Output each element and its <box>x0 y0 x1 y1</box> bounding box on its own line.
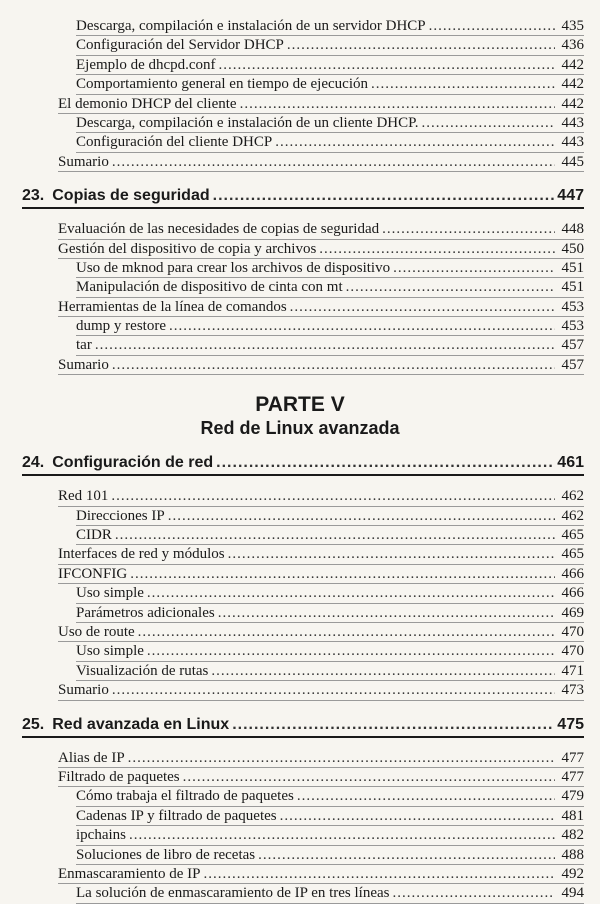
toc-section <box>58 95 584 114</box>
dot-leader <box>290 298 555 316</box>
toc-subsection <box>76 259 584 278</box>
toc-subsection <box>76 526 584 545</box>
page-number: 451 <box>561 279 584 296</box>
table-of-contents <box>0 17 600 904</box>
toc-subsection <box>76 807 584 826</box>
dot-leader <box>319 240 555 258</box>
page-number: 442 <box>561 95 584 112</box>
page-number: 443 <box>561 134 584 151</box>
toc-subsection <box>76 36 584 55</box>
toc-subsection <box>76 114 584 133</box>
entry-title: Sumario <box>58 153 109 170</box>
dot-leader <box>203 865 555 883</box>
chapter-number: 24. <box>22 454 45 472</box>
dot-leader <box>183 768 555 786</box>
dot-leader <box>346 278 555 296</box>
dot-leader <box>382 220 555 238</box>
chapter-number: 23. <box>22 187 45 205</box>
toc-section <box>58 768 584 787</box>
page-number: 475 <box>557 715 584 733</box>
toc-subsection <box>76 278 584 297</box>
toc-section <box>58 356 584 375</box>
toc-section <box>58 298 584 317</box>
toc-subsection <box>76 787 584 806</box>
page-number: 457 <box>561 337 584 354</box>
toc-subsection <box>76 507 584 526</box>
dot-leader <box>138 623 555 641</box>
entry-title: CIDR <box>76 527 112 544</box>
entry-title: Sumario <box>58 682 109 699</box>
page-number: 443 <box>561 114 584 131</box>
entry-title: Soluciones de libro de recetas <box>76 846 256 863</box>
entry-title: Gestión del dispositivo de copia y archivos <box>58 240 317 257</box>
entry-title: Descarga, compilación e instalación de un servidor DHCP <box>76 18 426 34</box>
dot-leader <box>232 714 554 736</box>
toc-section <box>58 865 584 884</box>
dot-leader <box>422 114 555 132</box>
dot-leader <box>169 317 555 335</box>
dot-leader <box>130 565 555 583</box>
entry-title: Uso de route <box>58 623 135 640</box>
entry-title: Visualización de rutas <box>76 662 209 679</box>
entry-title: Filtrado de paquetes <box>58 768 180 785</box>
page-number: 477 <box>561 749 584 766</box>
entry-title: Evaluación de las necesidades de copias de seguridad <box>58 221 380 238</box>
dot-leader <box>287 36 555 54</box>
toc-chapter <box>22 452 584 476</box>
page-number: 447 <box>557 187 584 205</box>
dot-leader <box>168 507 555 525</box>
chapter-number: 25. <box>22 715 45 733</box>
dot-leader <box>429 17 555 35</box>
page-number: 445 <box>561 153 584 170</box>
page-number: 470 <box>561 623 584 640</box>
page-number: 482 <box>561 827 584 844</box>
toc-subsection <box>76 884 584 903</box>
page-number: 442 <box>561 76 584 93</box>
dot-leader <box>371 75 555 93</box>
page-number: 465 <box>561 527 584 544</box>
toc-subsection <box>76 642 584 661</box>
dot-leader <box>240 95 555 113</box>
entry-title: Configuración de red <box>52 454 214 472</box>
dot-leader <box>147 642 555 660</box>
entry-title: El demonio DHCP del cliente <box>58 95 237 112</box>
page-number: 450 <box>561 240 584 257</box>
entry-title: Cadenas IP y filtrado de paquetes <box>76 807 277 824</box>
toc-subsection <box>76 604 584 623</box>
page-number: 492 <box>561 865 584 882</box>
page-number: 473 <box>561 682 584 699</box>
toc-section <box>58 749 584 768</box>
page-number: 479 <box>561 788 584 805</box>
page-number: 471 <box>561 662 584 679</box>
dot-leader <box>112 681 555 699</box>
dot-leader <box>211 662 555 680</box>
page-number: 448 <box>561 221 584 238</box>
entry-title: dump y restore <box>76 318 166 335</box>
page-number: 462 <box>561 507 584 524</box>
entry-title: Cómo trabaja el filtrado de paquetes <box>76 788 294 805</box>
dot-leader <box>258 846 555 864</box>
part-title: PARTE V <box>255 393 345 417</box>
dot-leader <box>219 56 555 74</box>
entry-title: Enmascaramiento de IP <box>58 865 201 882</box>
toc-section <box>58 623 584 642</box>
entry-title: Ejemplo de dhcpd.conf <box>76 56 216 73</box>
toc-subsection <box>76 17 584 36</box>
toc-subsection <box>76 826 584 845</box>
toc-chapter <box>22 185 584 209</box>
entry-title: Sumario <box>58 356 109 373</box>
dot-leader <box>115 526 555 544</box>
entry-title: Manipulación de dispositivo de cinta con mt <box>76 279 343 296</box>
entry-title: La solución de enmascaramiento de IP en tres líneas <box>76 885 390 902</box>
toc-subsection <box>76 846 584 865</box>
toc-subsection <box>76 133 584 152</box>
dot-leader <box>111 487 555 505</box>
page-number: 436 <box>561 37 584 54</box>
dot-leader <box>95 336 555 354</box>
entry-title: Parámetros adicionales <box>76 604 215 621</box>
dot-leader <box>112 153 555 171</box>
entry-title: Uso simple <box>76 643 144 660</box>
entry-title: Interfaces de red y módulos <box>58 546 225 563</box>
entry-title: tar <box>76 337 92 354</box>
page-number: 466 <box>561 585 584 602</box>
entry-title: Configuración del cliente DHCP <box>76 134 273 151</box>
dot-leader <box>275 133 555 151</box>
entry-title: Descarga, compilación e instalación de un cliente DHCP. <box>76 114 419 131</box>
page-number: 461 <box>557 454 584 472</box>
page-number: 451 <box>561 259 584 276</box>
dot-leader <box>393 259 555 277</box>
toc-section <box>58 220 584 239</box>
toc-subsection <box>76 662 584 681</box>
page-number: 481 <box>561 807 584 824</box>
dot-leader <box>213 185 555 207</box>
page-number: 442 <box>561 56 584 73</box>
dot-leader <box>393 884 556 902</box>
page-number: 466 <box>561 565 584 582</box>
page-number: 462 <box>561 488 584 505</box>
dot-leader <box>129 826 555 844</box>
page-number: 488 <box>561 846 584 863</box>
dot-leader <box>297 787 555 805</box>
page-number: 457 <box>561 356 584 373</box>
entry-title: Uso de mknod para crear los archivos de dispositivo <box>76 259 391 276</box>
toc-section <box>58 153 584 172</box>
part-heading <box>0 393 600 439</box>
page-number: 494 <box>561 885 584 902</box>
entry-title: Configuración del Servidor DHCP <box>76 37 284 54</box>
dot-leader <box>280 807 555 825</box>
dot-leader <box>228 545 555 563</box>
page-number: 465 <box>561 546 584 563</box>
toc-subsection <box>76 75 584 94</box>
entry-title: Alias de IP <box>58 749 125 766</box>
toc-chapter <box>22 714 584 738</box>
toc-section <box>58 240 584 259</box>
dot-leader <box>218 604 555 622</box>
entry-title: ipchains <box>76 827 126 844</box>
toc-subsection <box>76 56 584 75</box>
toc-subsection <box>76 317 584 336</box>
dot-leader <box>147 584 555 602</box>
part-subtitle: Red de Linux avanzada <box>200 418 400 439</box>
page-number: 477 <box>561 768 584 785</box>
dot-leader <box>112 356 555 374</box>
toc-section <box>58 545 584 564</box>
toc-subsection <box>76 584 584 603</box>
page-number: 453 <box>561 298 584 315</box>
entry-title: Herramientas de la línea de comandos <box>58 298 287 315</box>
toc-subsection <box>76 336 584 355</box>
entry-title: Direcciones IP <box>76 507 165 524</box>
toc-section <box>58 681 584 700</box>
page-number: 469 <box>561 604 584 621</box>
dot-leader <box>216 452 554 474</box>
page-number: 453 <box>561 318 584 335</box>
entry-title: Copias de seguridad <box>52 187 210 205</box>
entry-title: IFCONFIG <box>58 565 128 582</box>
toc-section <box>58 487 584 506</box>
dot-leader <box>128 749 555 767</box>
page-number: 435 <box>561 18 584 34</box>
toc-section <box>58 565 584 584</box>
entry-title: Red avanzada en Linux <box>52 715 230 733</box>
entry-title: Comportamiento general en tiempo de ejecución <box>76 76 368 93</box>
page-number: 470 <box>561 643 584 660</box>
entry-title: Red 101 <box>58 488 109 505</box>
entry-title: Uso simple <box>76 585 144 602</box>
